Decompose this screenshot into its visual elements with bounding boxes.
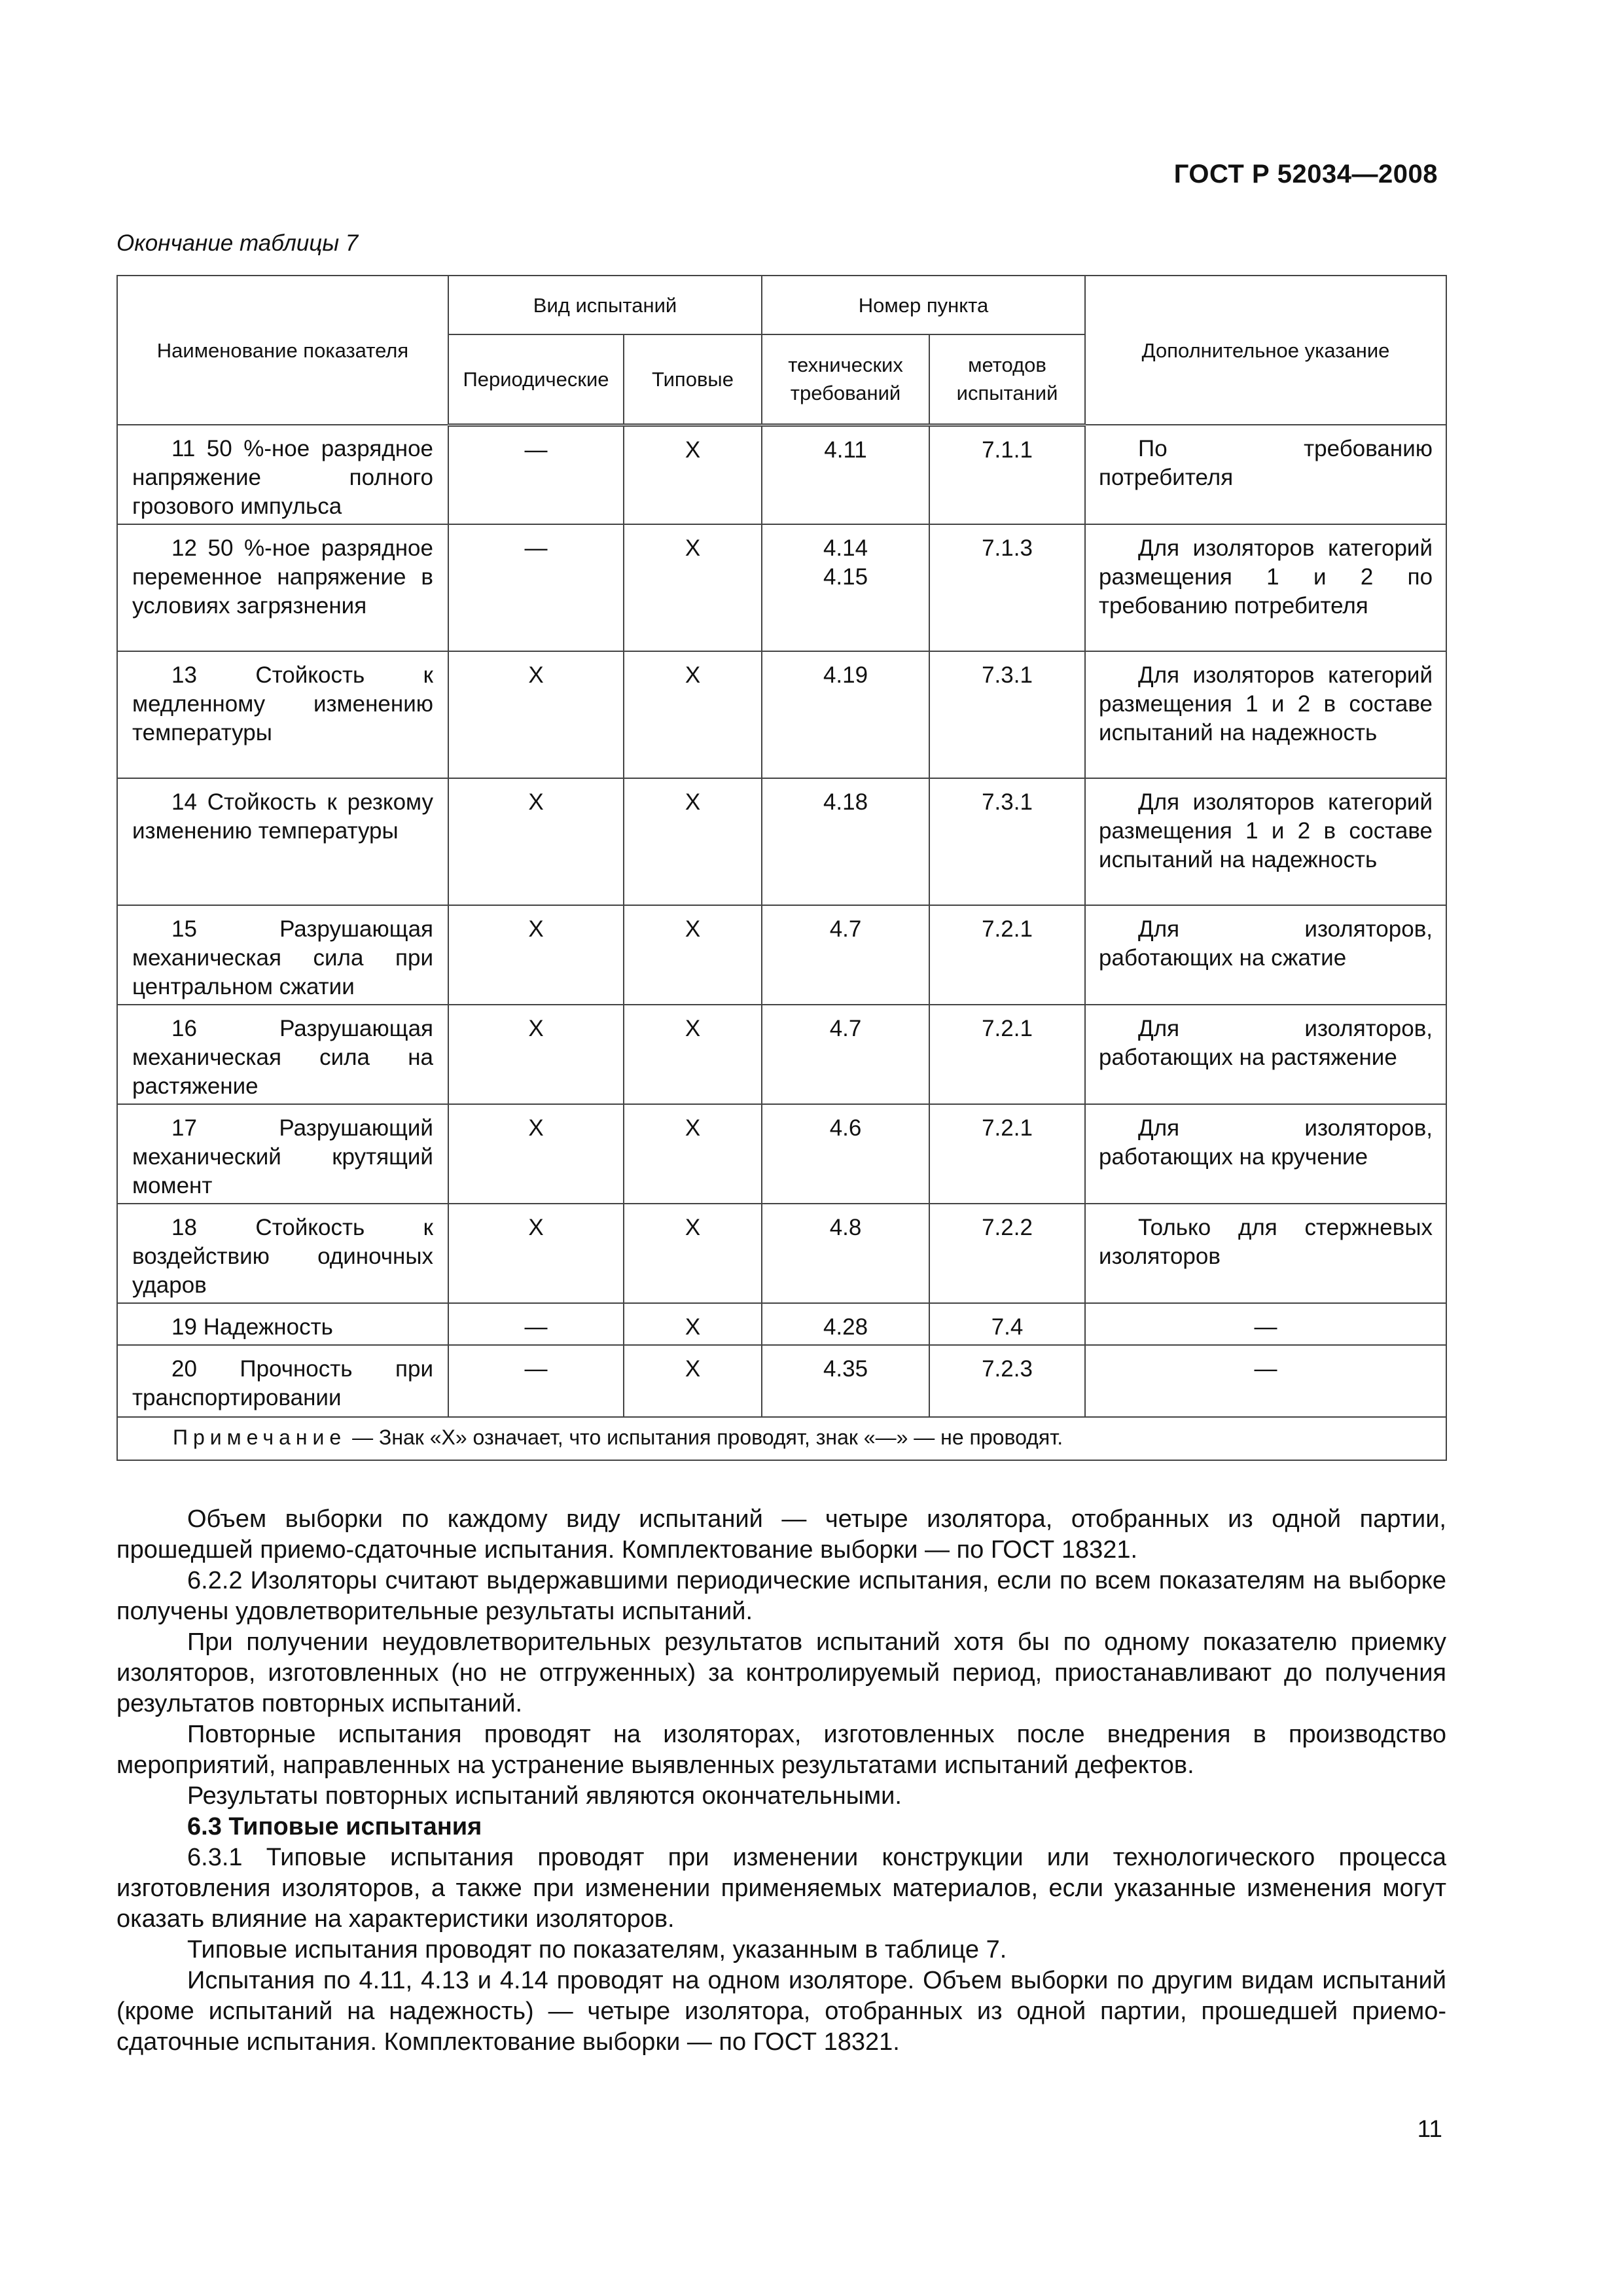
row-note: Для изоляторов категорий размещения 1 и 2 в составе испытаний на надежность <box>1085 778 1446 905</box>
body-text <box>116 1504 1446 2058</box>
table-row <box>117 425 1446 524</box>
row-methods: 7.2.1 <box>929 1005 1085 1104</box>
paragraph: Повторные испытания проводят на изоляторах, изготовленных после внедрения в производство мероприятий, направленных на устранение выявленных результатами испытаний дефектов. <box>116 1721 1446 1779</box>
row-periodic: Х <box>448 1005 624 1104</box>
row-periodic: — <box>448 1345 624 1417</box>
header-clause-number: Номер пункта <box>762 276 1085 334</box>
row-name: 12 50 %-ное разрядное переменное напряжение в условиях загрязнения <box>117 524 448 651</box>
row-periodic: — <box>448 425 624 524</box>
paragraph: 6.3.1 Типовые испытания проводят при изменении конструкции или технологического процесса изготовления изоляторов, а также при изменении применяемых материалов, если указанные изменения могут оказать влияние на характеристики изоляторов. <box>116 1844 1446 1933</box>
row-name: 11 50 %-ное разрядное напряжение полного грозового импульса <box>117 425 448 524</box>
table-note-row <box>117 1417 1446 1460</box>
row-periodic: Х <box>448 1104 624 1204</box>
document-code: ГОСТ Р 52034—2008 <box>1173 160 1438 188</box>
row-type: Х <box>624 1303 762 1345</box>
row-methods: 7.1.3 <box>929 524 1085 651</box>
row-periodic: Х <box>448 905 624 1005</box>
row-tech-req: 4.8 <box>762 1204 929 1303</box>
row-type: Х <box>624 1005 762 1104</box>
row-methods: 7.2.1 <box>929 1104 1085 1204</box>
table-row <box>117 1345 1446 1417</box>
paragraph: Объем выборки по каждому виду испытаний — четыре изолятора, отобранных из одной партии, прошедшей приемо-сдаточные испытания. Комплектование выборки — по ГОСТ 18321. <box>116 1505 1446 1564</box>
row-name: 16 Разрушающая механическая сила на растяжение <box>117 1005 448 1104</box>
row-name: 20 Прочность при транспортировании <box>117 1345 448 1417</box>
note-text: — Знак «Х» означает, что испытания проводят, знак «—» — не проводят. <box>346 1426 1063 1449</box>
row-name: 17 Разрушающий механический крутящий момент <box>117 1104 448 1204</box>
note-label: Примечание <box>173 1426 347 1449</box>
table-row <box>117 1303 1446 1345</box>
row-type: Х <box>624 905 762 1005</box>
table-note <box>117 1417 1446 1460</box>
row-methods: 7.4 <box>929 1303 1085 1345</box>
row-methods: 7.2.1 <box>929 905 1085 1005</box>
row-tech-req: 4.7 <box>762 1005 929 1104</box>
row-note: Для изоляторов, работающих на сжатие <box>1085 905 1446 1005</box>
row-tech-req: 4.35 <box>762 1345 929 1417</box>
row-note: Для изоляторов категорий размещения 1 и 2 в составе испытаний на надежность <box>1085 651 1446 778</box>
row-type: Х <box>624 651 762 778</box>
row-name: 15 Разрушающая механическая сила при центральном сжатии <box>117 905 448 1005</box>
header-additional: Дополнительное указание <box>1085 276 1446 425</box>
header-type: Типовые <box>624 334 762 425</box>
header-test-methods: методов испытаний <box>929 334 1085 425</box>
section-heading: 6.3 Типовые испытания <box>187 1813 482 1840</box>
row-periodic: Х <box>448 1204 624 1303</box>
paragraph: 6.2.2 Изоляторы считают выдержавшими периодические испытания, если по всем показателям на выборке получены удовлетворительные результаты испытаний. <box>116 1567 1446 1625</box>
table-caption: Окончание таблицы 7 <box>116 230 359 256</box>
row-type: Х <box>624 524 762 651</box>
row-periodic: — <box>448 524 624 651</box>
row-type: Х <box>624 1345 762 1417</box>
table-row <box>117 1204 1446 1303</box>
table-row <box>117 524 1446 651</box>
row-note: — <box>1085 1303 1446 1345</box>
table-row <box>117 905 1446 1005</box>
table-row <box>117 651 1446 778</box>
row-name: 14 Стойкость к резкому изменению температуры <box>117 778 448 905</box>
row-tech-req: 4.6 <box>762 1104 929 1204</box>
row-tech-req-line: 4.14 <box>823 535 868 561</box>
table-7 <box>116 275 1447 1461</box>
table-row <box>117 778 1446 905</box>
row-methods: 7.3.1 <box>929 778 1085 905</box>
row-tech-req <box>762 524 929 651</box>
row-type: Х <box>624 425 762 524</box>
row-tech-req-line: 4.15 <box>823 564 868 590</box>
row-type: Х <box>624 1204 762 1303</box>
header-test-type: Вид испытаний <box>448 276 762 334</box>
row-type: Х <box>624 1104 762 1204</box>
row-methods: 7.2.2 <box>929 1204 1085 1303</box>
row-note: — <box>1085 1345 1446 1417</box>
row-periodic: — <box>448 1303 624 1345</box>
row-methods: 7.3.1 <box>929 651 1085 778</box>
row-periodic: Х <box>448 651 624 778</box>
row-name: 19 Надежность <box>117 1303 448 1345</box>
header-name: Наименование показателя <box>117 276 448 425</box>
header-periodic: Периодические <box>448 334 624 425</box>
paragraph: Результаты повторных испытаний являются окончательными. <box>187 1782 902 1810</box>
row-tech-req: 4.18 <box>762 778 929 905</box>
row-periodic: Х <box>448 778 624 905</box>
row-note: Для изоляторов, работающих на растяжение <box>1085 1005 1446 1104</box>
table-row <box>117 1005 1446 1104</box>
row-note: Для изоляторов категорий размещения 1 и 2 по требованию потребителя <box>1085 524 1446 651</box>
row-type: Х <box>624 778 762 905</box>
row-note: Для изоляторов, работающих на кручение <box>1085 1104 1446 1204</box>
row-tech-req: 4.28 <box>762 1303 929 1345</box>
paragraph: При получении неудовлетворительных результатов испытаний хотя бы по одному показателю приемку изоляторов, изготовленных (но не отгруженных) за контролируемый период, приостанавливают до получения результатов повторных испытаний. <box>116 1628 1446 1717</box>
row-tech-req: 4.19 <box>762 651 929 778</box>
row-tech-req: 4.7 <box>762 905 929 1005</box>
header-tech-req: технических требований <box>762 334 929 425</box>
paragraph: Типовые испытания проводят по показателям, указанным в таблице 7. <box>187 1936 1007 1964</box>
page-number: 11 <box>1417 2115 1442 2142</box>
table-row <box>117 1104 1446 1204</box>
row-name: 13 Стойкость к медленному изменению температуры <box>117 651 448 778</box>
row-methods: 7.2.3 <box>929 1345 1085 1417</box>
row-tech-req: 4.11 <box>762 425 929 524</box>
row-methods: 7.1.1 <box>929 425 1085 524</box>
paragraph: Испытания по 4.11, 4.13 и 4.14 проводят на одном изоляторе. Объем выборки по другим видам испытаний (кроме испытаний на надежность) — четыре изолятора, отобранных из одной партии, прошедшей приемо-сдаточные испытания. Комплектование выборки — по ГОСТ 18321. <box>116 1967 1446 2056</box>
row-note: По требованию потребителя <box>1085 425 1446 524</box>
row-name: 18 Стойкость к воздействию одиночных ударов <box>117 1204 448 1303</box>
row-note: Только для стержневых изоляторов <box>1085 1204 1446 1303</box>
